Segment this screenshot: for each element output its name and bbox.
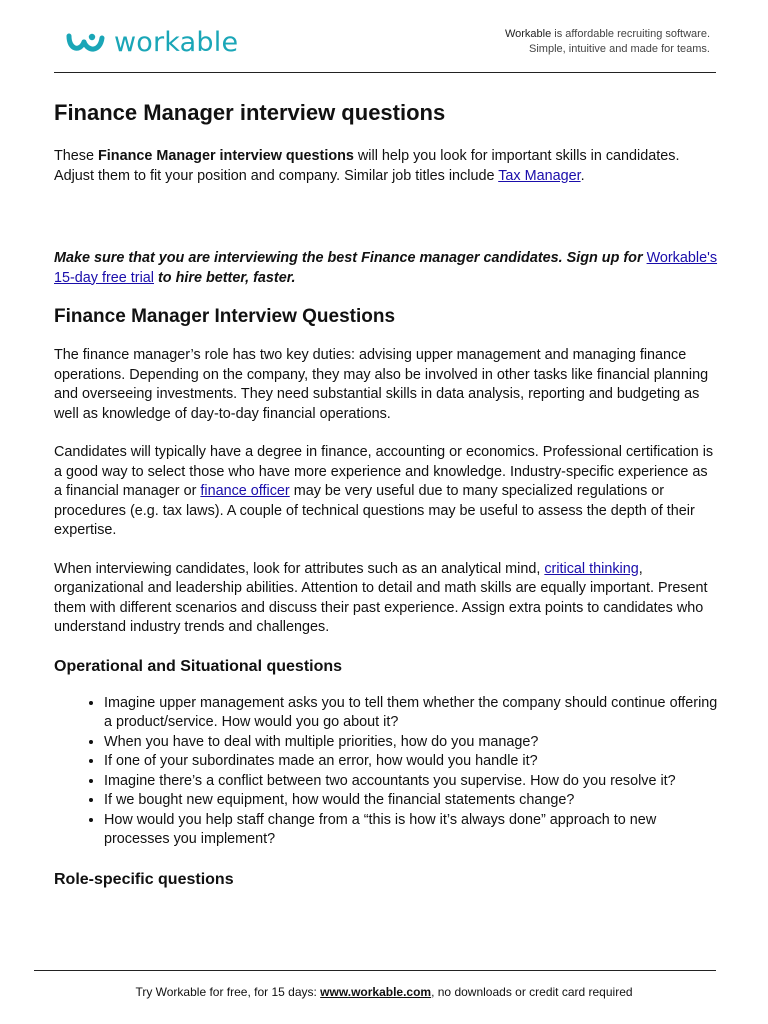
signup-callout <box>54 249 718 288</box>
candidates-text-pre: Candidates will typically have a degree in finance, accounting or economics. Professional certification is a good way to select those who have more experience and knowledge. Industry-specific experience as a financial manager or <box>54 444 714 499</box>
footer-text-pre: Try Workable for free, for 15 days: <box>135 985 321 999</box>
intro-paragraph <box>54 147 718 186</box>
page-footer <box>0 985 768 999</box>
list-item: • If one of your subordinates made an error, how would you handle it? <box>104 752 718 772</box>
role-specific-heading: Role-specific questions <box>54 870 234 888</box>
article-content <box>54 96 718 892</box>
callout-text-post: to hire better, faster. <box>153 269 296 286</box>
candidates-text-post: may be very useful due to many specialized regulations or procedures (e.g. tax laws). A couple of technical questions may be useful to assess the depth of their expertise. <box>54 483 695 538</box>
tagline-brand: Workable <box>504 28 552 40</box>
intro-text-pre: These <box>54 148 98 164</box>
logo-text: workable <box>114 27 239 58</box>
header-divider <box>54 72 716 73</box>
header-tagline <box>505 27 710 57</box>
role-paragraph: The finance manager’s role has two key duties: advising upper management and managing finance operations. Depending on the company, they may also be involved in other tasks like financial planning and overseeing investments. They need substantial skills in data analysis, reporting and budgeting as well as knowledge of day-to-day financial operations. <box>54 347 709 422</box>
tagline-rest: is affordable recruiting software. <box>551 28 710 40</box>
list-item: • Imagine there’s a conflict between two accountants you supervise. How do you resolve it? <box>104 772 718 792</box>
attributes-text-post: , organizational and leadership abilities. Attention to detail and math skills are equally important. Present them with different scenarios and discuss their past experience. Assign extra points to candidates who understand industry trends and challenges. <box>54 560 708 635</box>
intro-text-mid: will help you look for important skills in candidates. Adjust them to fit your position and company. Similar job titles include <box>54 148 680 184</box>
tagline-line-2: Simple, intuitive and made for teams. <box>529 43 710 55</box>
candidates-paragraph <box>54 443 718 541</box>
critical-thinking-link[interactable]: critical thinking <box>544 560 639 577</box>
workable-logo[interactable] <box>66 28 238 58</box>
workable-site-link[interactable]: www.workable.com <box>320 985 432 999</box>
list-item: • When you have to deal with multiple priorities, how do you manage? <box>104 733 718 753</box>
footer-divider <box>34 970 716 971</box>
page-header <box>0 0 768 72</box>
list-item: • If we bought new equipment, how would the financial statements change? <box>104 791 718 811</box>
tax-manager-link[interactable]: Tax Manager <box>498 167 581 184</box>
operational-question-list <box>54 694 718 850</box>
list-item: • How would you help staff change from a “this is how it’s always done” approach to new processes you implement? <box>104 811 718 850</box>
list-item: • Imagine upper management asks you to tell them whether the company should continue offering a product/service. How would you go about it? <box>104 694 718 733</box>
page-title: Finance Manager interview questions <box>54 100 446 125</box>
operational-heading: Operational and Situational questions <box>54 657 343 675</box>
callout-text-pre: Make sure that you are interviewing the best Finance manager candidates. Sign up for <box>54 250 647 266</box>
tagline-line-1 <box>505 27 710 42</box>
attributes-paragraph <box>54 560 718 638</box>
attributes-text-pre: When interviewing candidates, look for attributes such as an analytical mind, <box>54 560 545 577</box>
intro-text-post: . <box>580 167 585 184</box>
section-title: Finance Manager Interview Questions <box>54 306 396 327</box>
footer-text-post: , no downloads or credit card required <box>431 985 633 999</box>
workable-logo-icon <box>66 28 108 58</box>
free-trial-link[interactable]: Workable's 15-day free trial <box>54 250 718 286</box>
finance-officer-link[interactable]: finance officer <box>200 483 290 499</box>
intro-bold-text: Finance Manager interview questions <box>98 148 354 164</box>
